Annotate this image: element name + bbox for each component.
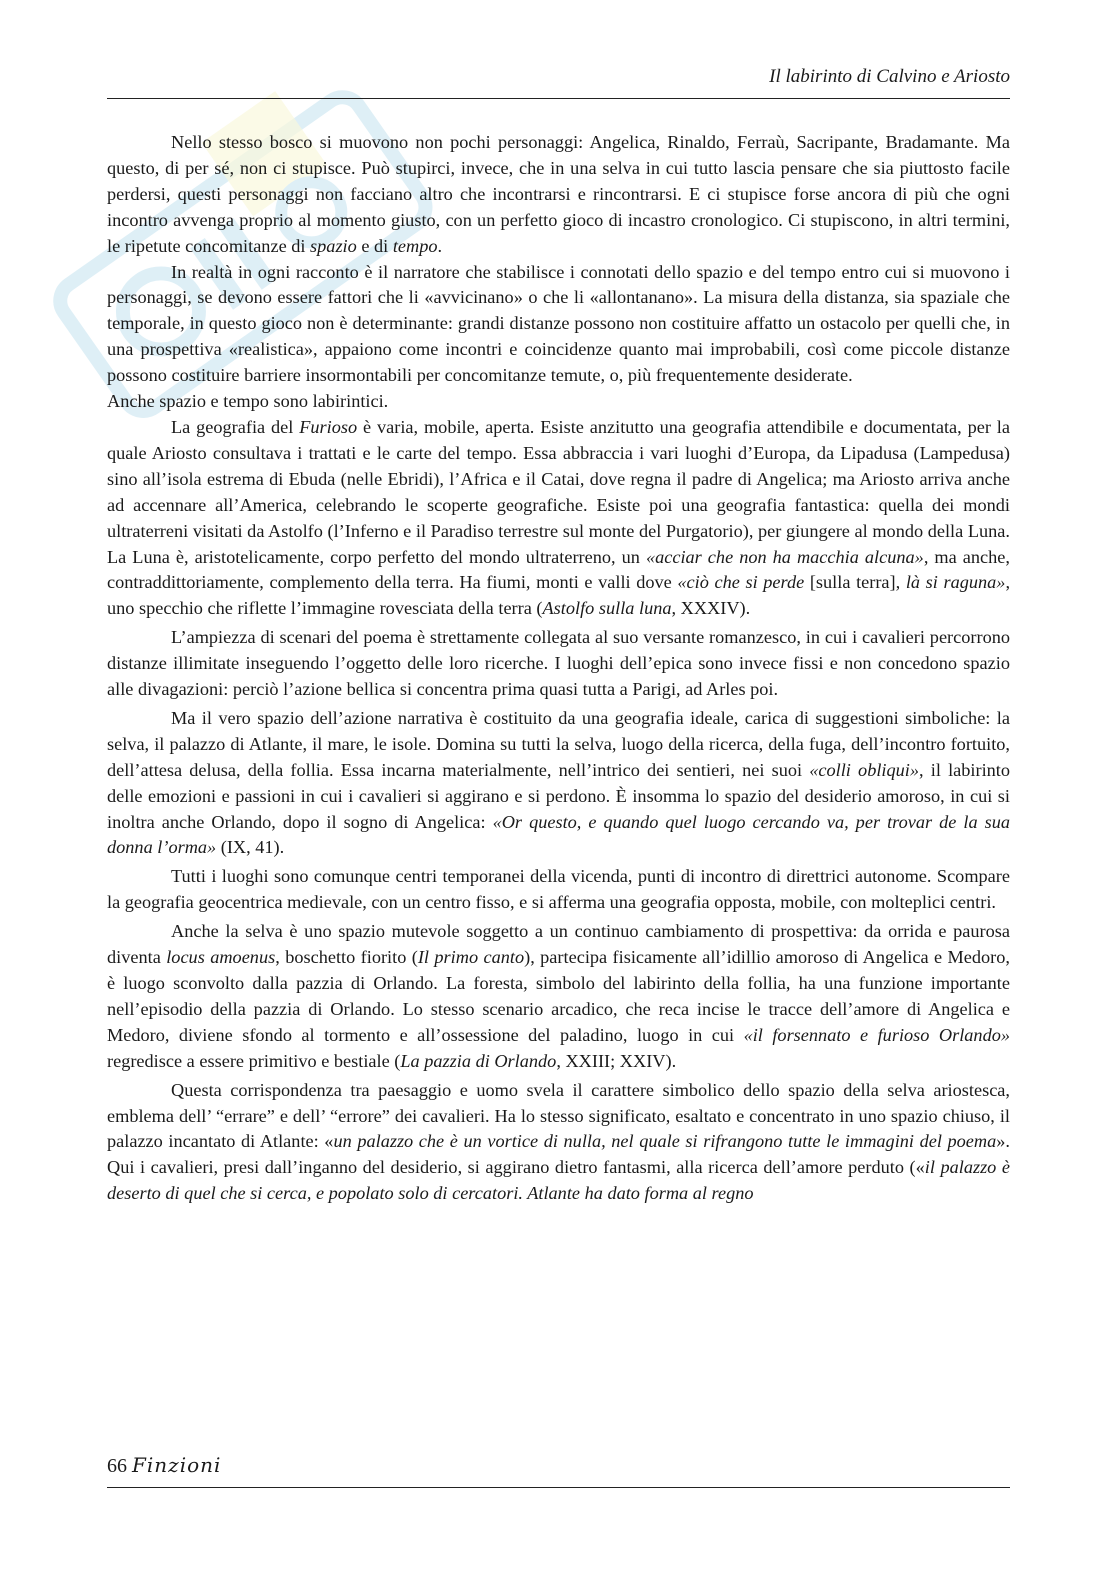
text-segment: Ma il vero spazio dell’azione narrativa è costituito da una geografia ideale, carica di suggestioni simboliche: la selva, il palazzo di Atlante, il mare, le isole. Domina su tutti la selva, luogo della ricerca, della fuga, dell’incontro fortuito, dell’attesa delusa, della follia. Essa incarna materialmente, nell’intrico dei sentieri, nei suoi (107, 707, 1010, 780)
paragraph-p9 (107, 1078, 1010, 1208)
text-segment: e di (356, 235, 393, 256)
text-segment: , boschetto fiorito ( (275, 947, 418, 968)
italic-text: «ciò che si perde (677, 572, 805, 593)
text-segment: (IX, 41). (216, 837, 285, 858)
text-segment: regredisce a essere primitivo e bestiale ( (107, 1050, 401, 1071)
paragraph-p6 (107, 706, 1010, 861)
paragraph-p3 (107, 389, 1010, 415)
text-segment: . (437, 235, 443, 256)
text-segment: , XXIII; XXIV). (556, 1050, 677, 1071)
paragraph-p5 (107, 625, 1010, 703)
text-segment: In realtà in ogni racconto è il narratore che stabilisce i connotati dello spazio e del tempo entro cui si muovono i personaggi, se devono essere fattori che li «avvicinano» o che li «allontanano». La misura della distanza, sia spaziale che temporale, in questo gioco non è determinante: grandi distanze possono non costituire affatto un ostacolo per quelli che, in una prospettiva «realistica», appaiono come incontri e coincidenze quanto mai improbabili, così come piccole distanze possono costituire barriere insormontabili per concomitanze temute, o, più frequentemente desiderate. (107, 261, 1010, 386)
paragraph-p1 (107, 130, 1010, 260)
italic-text: spazio (310, 235, 357, 256)
page-number: 66 (107, 1455, 127, 1477)
text-segment: Anche spazio e tempo sono labirintici. (107, 391, 389, 412)
text-segment: , XXXIV). (671, 598, 751, 619)
paragraph-p2 (107, 260, 1010, 390)
text-segment: , ma anche, contraddittoriamente, complemento della terra. Ha fiumi, monti e valli dove (107, 546, 1010, 593)
text-segment: ), partecipa fisicamente all’idillio amoroso di Angelica e Medoro, è luogo sconvolto dalla pazzia di Orlando. La foresta, simbolo del labirinto della follia, ha una funzione importante nell’episodio della pazzia di Orlando. Lo stesso scenario arcadico, che reca incise le tracce dell’amore di Angelica e Medoro, diviene sfondo al tormento e all’ossessione del paladino, luogo in cui (107, 947, 1010, 1045)
text-segment: Questa corrispondenza tra paesaggio e uomo svela il carattere simbolico dello spazio della selva ariostesca, emblema dell’ “errare” e dell’ “errore” dei cavalieri. Ha lo stesso significato, esaltato e concentrato in uno spazio chiuso, il palazzo incantato di Atlante: « (107, 1079, 1010, 1152)
italic-text: Furioso (299, 416, 358, 437)
text-segment: [sulla terra] (804, 572, 896, 593)
article-body (107, 130, 1010, 1207)
text-segment: La geografia del (171, 416, 300, 437)
text-segment: Tutti i luoghi sono comunque centri temporanei della vicenda, punti di incontro di direttrici autonome. Scompare la geografia geocentrica medievale, con un centro fisso, e si afferma una geografia opposta, mobile, con molteplici centri. (107, 866, 1010, 913)
italic-text: La pazzia di Orlando (400, 1050, 557, 1071)
italic-text: un palazzo che è un vortice di nulla, nel quale si rifrangono tutte le immagini del poema (333, 1131, 997, 1152)
text-segment: è varia, mobile, aperta. Esiste anzitutto una geografia attendibile e documentata, per la quale Ariosto consultava i trattati e le carte del tempo. Essa abbraccia i vari luoghi d’Europa, da Lipadusa (Lampedusa) sino all’isola estrema di Ebuda (nelle Ebridi), l’Africa e il Catai, dove regna il padre di Angelica; ma Ariosto arriva anche ad accennare all’America, celebrando le scoperte geografiche. Esiste poi una geografia fantastica: quella dei mondi ultraterreni visitati da Astolfo (l’Inferno e il Paradiso terrestre sul monte del Purgatorio), per giungere al mondo della Luna. La Luna è, aristotelicamente, corpo perfetto del mondo ultraterreno, un (107, 416, 1010, 567)
italic-text: Astolfo sulla luna (542, 598, 672, 619)
italic-text: locus amoenus (166, 947, 276, 968)
text-segment: , uno specchio che riflette l’immagine rovesciata della terra ( (107, 572, 1011, 619)
journal-name: Finzioni (132, 1453, 222, 1477)
text-segment: Anche la selva è uno spazio mutevole soggetto a un continuo cambiamento di prospettiva: da orrida e paurosa diventa (107, 921, 1010, 968)
italic-text: «il forsennato e furioso Orlando» (743, 1024, 1010, 1045)
page-footer (107, 1451, 1010, 1488)
italic-text: , là si raguna» (895, 572, 1006, 593)
italic-text: il palazzo è deserto di quel che si cerca, e popolato solo di cercatori. Atlante ha dato forma al regno (107, 1157, 1010, 1204)
running-title: Il labirinto di Calvino e Ariosto (769, 66, 1010, 87)
text-segment: , il labirinto delle emozioni e passioni in cui i cavalieri si aggirano e si perdono. È insomma lo spazio del desiderio amoroso, in cui si inoltra anche Orlando, dopo il sogno di Angelica: (107, 759, 1011, 832)
text-segment: ». Qui i cavalieri, presi dall’inganno del desiderio, si aggirano dietro fantasmi, alla ricerca dell’amore perduto (« (107, 1131, 1010, 1178)
italic-text: «Or questo, e quando quel luogo cercando va, per trovar de la sua donna l’orma» (107, 811, 1010, 858)
italic-text: tempo (392, 235, 438, 256)
italic-text: Il primo canto (417, 947, 525, 968)
paragraph-p7 (107, 864, 1010, 916)
running-header (107, 64, 1010, 99)
paragraph-p4 (107, 415, 1010, 622)
paragraph-p8 (107, 919, 1010, 1074)
text-segment: Nello stesso bosco si muovono non pochi personaggi: Angelica, Rinaldo, Ferraù, Sacripante, Bradamante. Ma questo, di per sé, non ci stupisce. Può stupirci, invece, che in una selva in cui tutto lascia pensare che sia piuttosto facile perdersi, questi personaggi non facciano altro che incontrarsi e rincontrarsi. E ci stupisce forse ancora di più che ogni incontro avvenga proprio al momento giusto, con un perfetto gioco di incastro cronologico. Ci stupiscono, in altri termini, le ripetute concomitanze di (107, 132, 1010, 256)
italic-text: «acciar che non ha macchia alcuna» (645, 546, 924, 567)
text-segment: L’ampiezza di scenari del poema è strettamente collegata al suo versante romanzesco, in cui i cavalieri percorrono distanze illimitate inseguendo l’oggetto delle loro ricerche. I luoghi dell’epica sono invece fissi e non concedono spazio alle divagazioni: perciò l’azione bellica si concentra prima quasi tutta a Parigi, ad Arles poi. (107, 627, 1010, 700)
italic-text: «colli obliqui» (809, 759, 919, 780)
